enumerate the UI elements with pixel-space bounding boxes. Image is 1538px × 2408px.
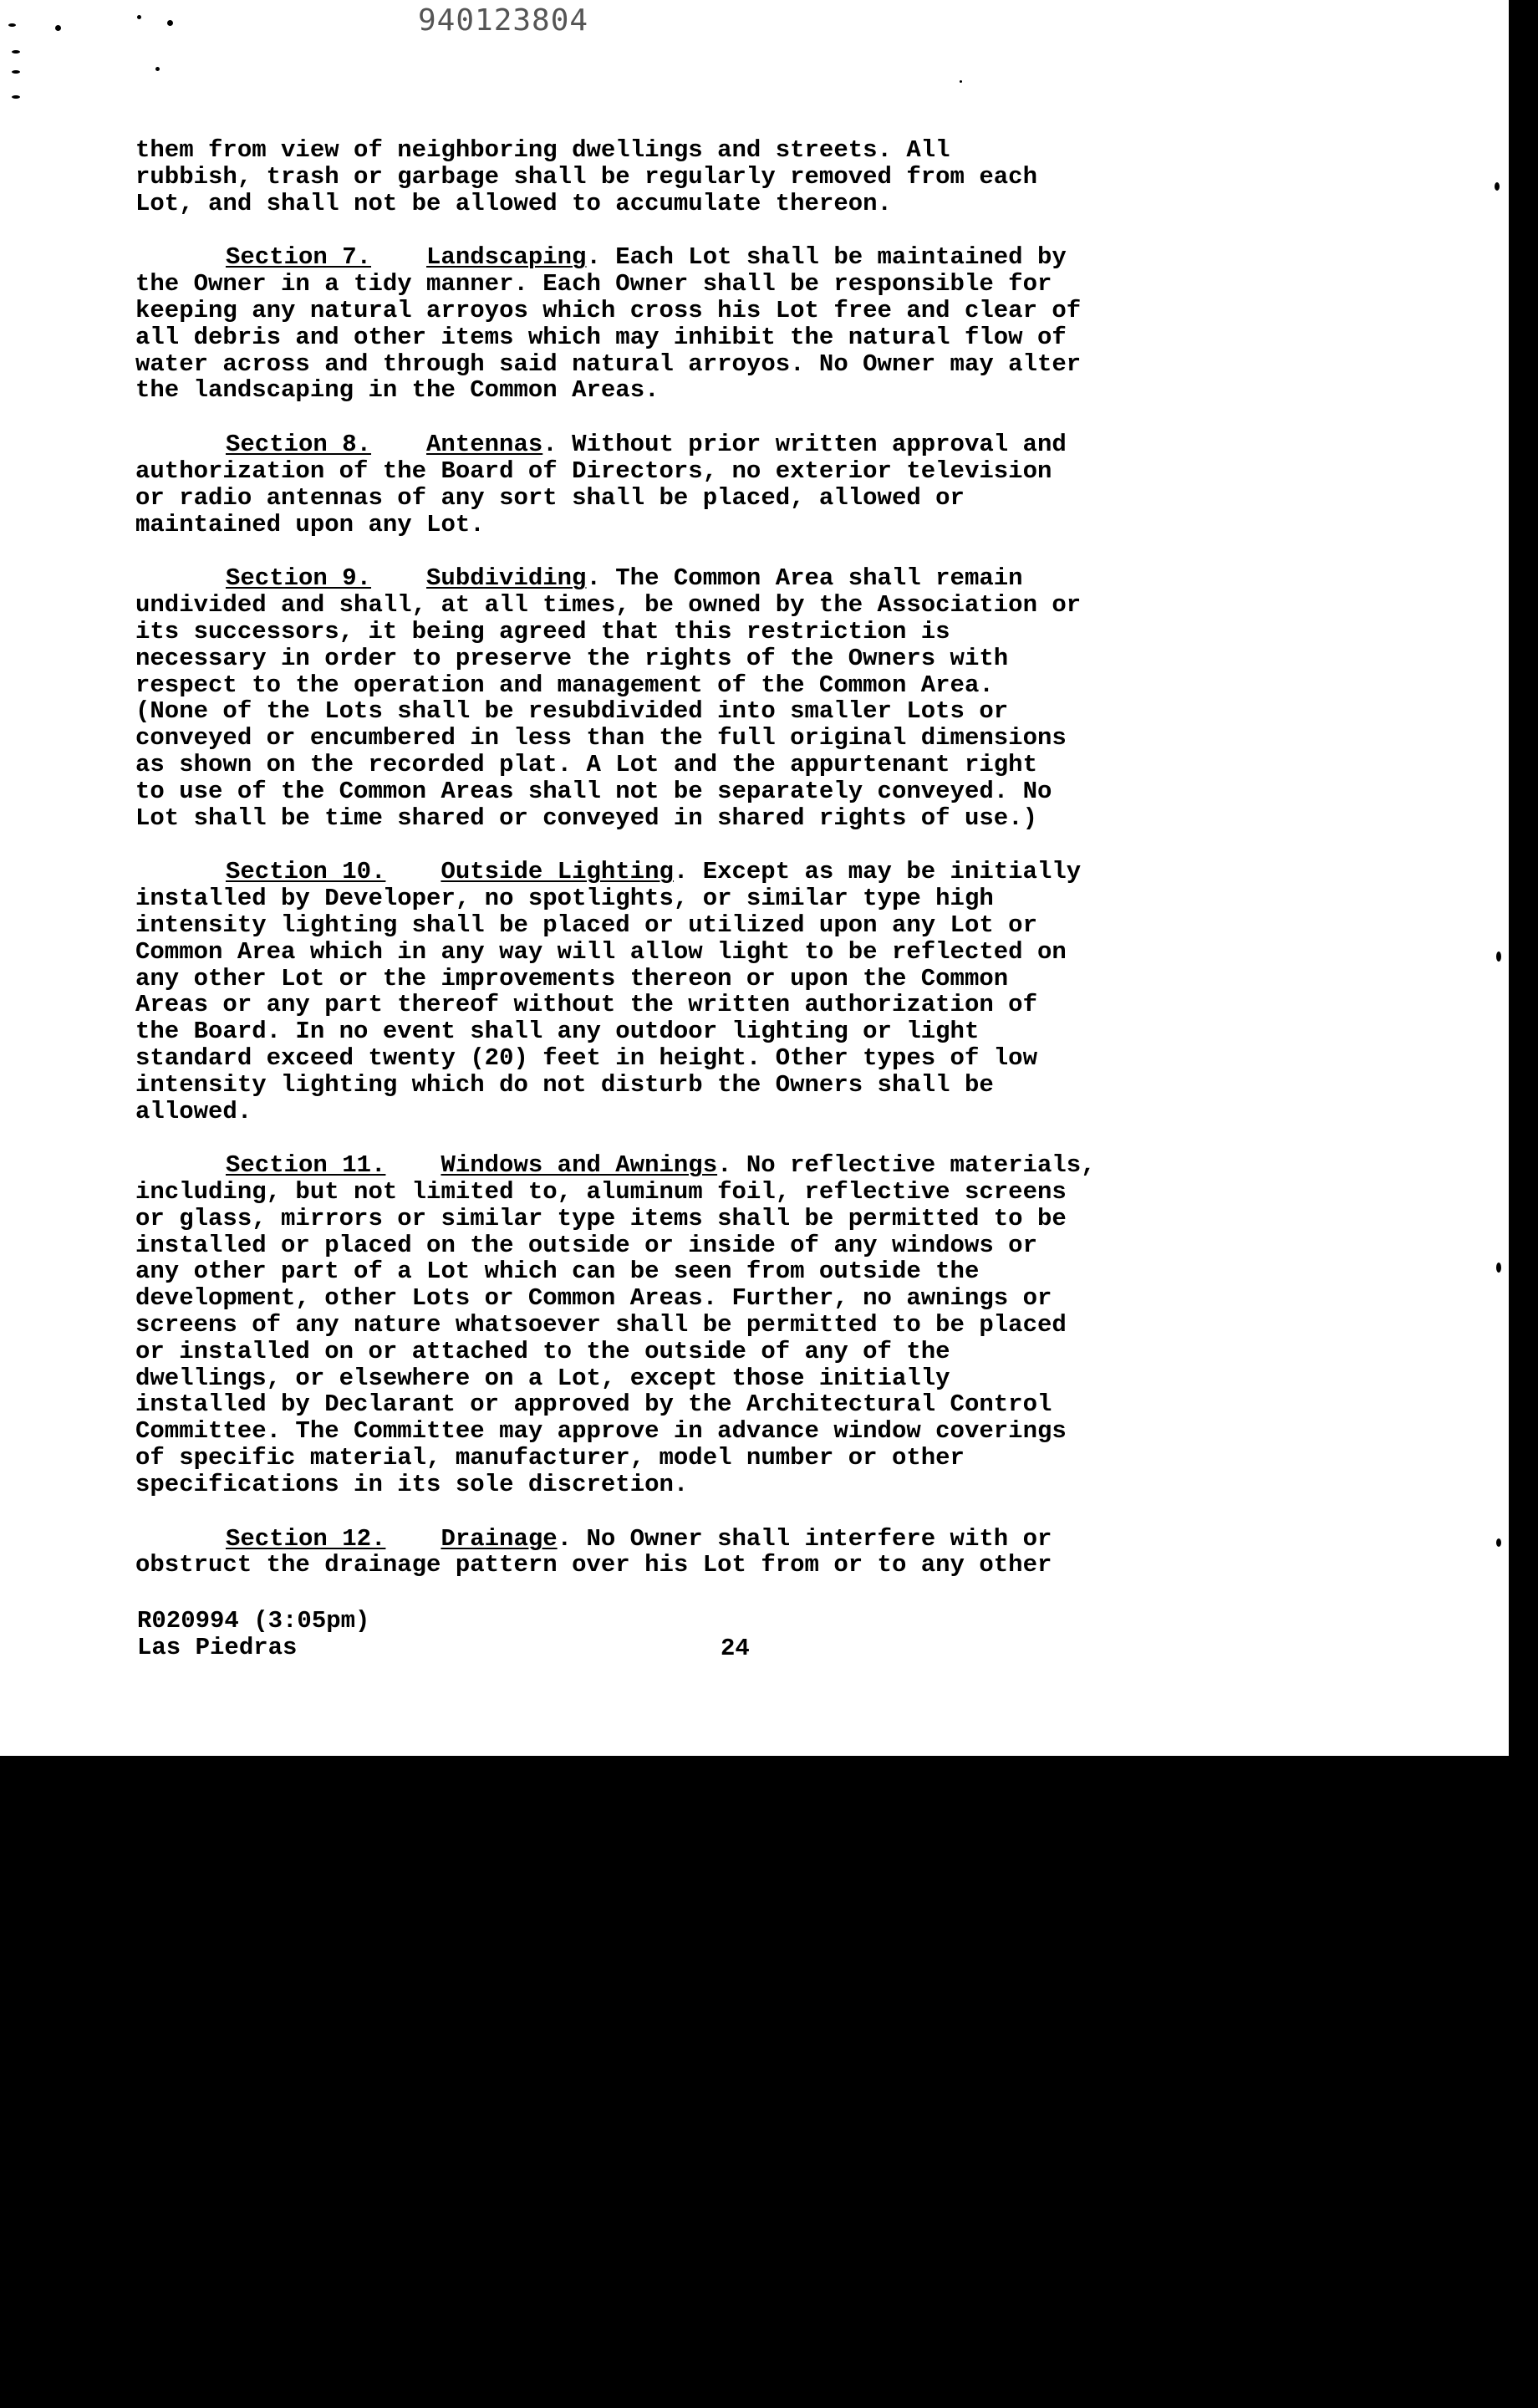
section-9-title: Subdividing: [426, 564, 587, 593]
section-10-title: Outside Lighting: [441, 858, 674, 886]
scan-speck: [167, 20, 173, 26]
section-7-title: Landscaping: [426, 243, 587, 272]
document-body: [135, 137, 1339, 1606]
scan-speck: [155, 67, 160, 71]
section-10-number: Section 10.: [226, 858, 386, 886]
footer-project-name: Las Piedras: [137, 1634, 298, 1661]
intro-paragraph: them from view of neighboring dwellings and streets. All rubbish, trash or garbage shall be regularly removed from each Lot, and shall not be allowed to accumulate thereon.: [135, 136, 1037, 217]
section-8-title: Antennas: [426, 431, 543, 459]
section-9-paragraph: [135, 565, 1339, 831]
scan-speck: [55, 25, 61, 31]
scan-speck: [12, 50, 20, 54]
document-id-stamp: 940123804: [418, 3, 589, 38]
scan-speck: [12, 95, 20, 99]
scan-speck: [8, 23, 16, 27]
section-11-title: Windows and Awnings: [441, 1151, 718, 1180]
footer-reference: R020994 (3:05pm): [137, 1607, 370, 1635]
section-8-number: Section 8.: [226, 431, 372, 459]
section-12-number: Section 12.: [226, 1524, 386, 1553]
section-10-body: . Except as may be initially installed by Developer, no spotlights, or similar type high intensity lighting shall be placed or utilized upon any Lot or Common Area which in any way will allow light to be reflected on any other Lot or the improvements thereon or upon the Common Areas or any part thereof without the written authorization of the Board. In no event shall any outdoor lighting or light standard exceed twenty (20) feet in height. Other types of low intensity lighting which do not disturb the Owners shall be allowed.: [135, 858, 1082, 1125]
scan-speck: [960, 80, 962, 83]
section-11-number: Section 11.: [226, 1151, 386, 1180]
section-9-body: . The Common Area shall remain undivided and shall, at all times, be owned by the Association or its successors, it being agreed that this restriction is necessary in order to preserve the rights of the Owners with respect to the operation and management of the Common Area. (None of the Lots shall be resubdivided into smaller Lots or conveyed or encumbered in less than the full original dimensions as shown on the recorded plat. A Lot and the appurtenant right to use of the Common Areas shall not be separately conveyed. No Lot shall be time shared or conveyed in shared rights of use.): [135, 564, 1082, 832]
section-7-body: . Each Lot shall be maintained by the Owner in a tidy manner. Each Owner shall be responsible for keeping any natural arroyos which cross his Lot free and clear of all debris and other items which may inhibit the natural flow of water across and through said natural arroyos. No Owner may alter the landscaping in the Common Areas.: [135, 243, 1082, 405]
section-9-number: Section 9.: [226, 564, 372, 593]
section-11-body: . No reflective materials, including, but not limited to, aluminum foil, reflective screens or glass, mirrors or similar type items shall be permitted to be installed or placed on the outside or inside of any windows or any other part of a Lot which can be seen from outside the development, other Lots or Common Areas. Further, no awnings or screens of any nature whatsoever shall be permitted to be placed or installed on or attached to the outside of any of the dwellings, or elsewhere on a Lot, except those initially installed by Declarant or approved by the Architectural Control Committee. The Committee may approve in advance window coverings of specific material, manufacturer, model number or other specifications in its sole discretion.: [135, 1151, 1096, 1498]
section-8-body: . Without prior written approval and authorization of the Board of Directors, no exterior television or radio antennas of any sort shall be placed, allowed or maintained upon any Lot.: [135, 431, 1067, 538]
scan-speck: [1495, 182, 1500, 191]
scan-speck: [1496, 951, 1501, 962]
section-12-paragraph: [135, 1526, 1339, 1579]
section-11-paragraph: [135, 1152, 1339, 1497]
section-12-title: Drainage: [441, 1524, 558, 1553]
page-number: 24: [721, 1635, 750, 1662]
section-10-paragraph: [135, 859, 1339, 1125]
page-footer: [137, 1608, 369, 1661]
scan-speck: [137, 15, 141, 19]
section-7-number: Section 7.: [226, 243, 372, 272]
scan-speck: [12, 70, 20, 74]
scan-speck: [1496, 1263, 1501, 1273]
scan-speck: [1496, 1538, 1501, 1547]
section-7-paragraph: [135, 244, 1339, 404]
section-12-body: . No Owner shall interfere with or obstruct the drainage pattern over his Lot from or to any other: [135, 1524, 1052, 1579]
section-8-paragraph: [135, 431, 1339, 538]
